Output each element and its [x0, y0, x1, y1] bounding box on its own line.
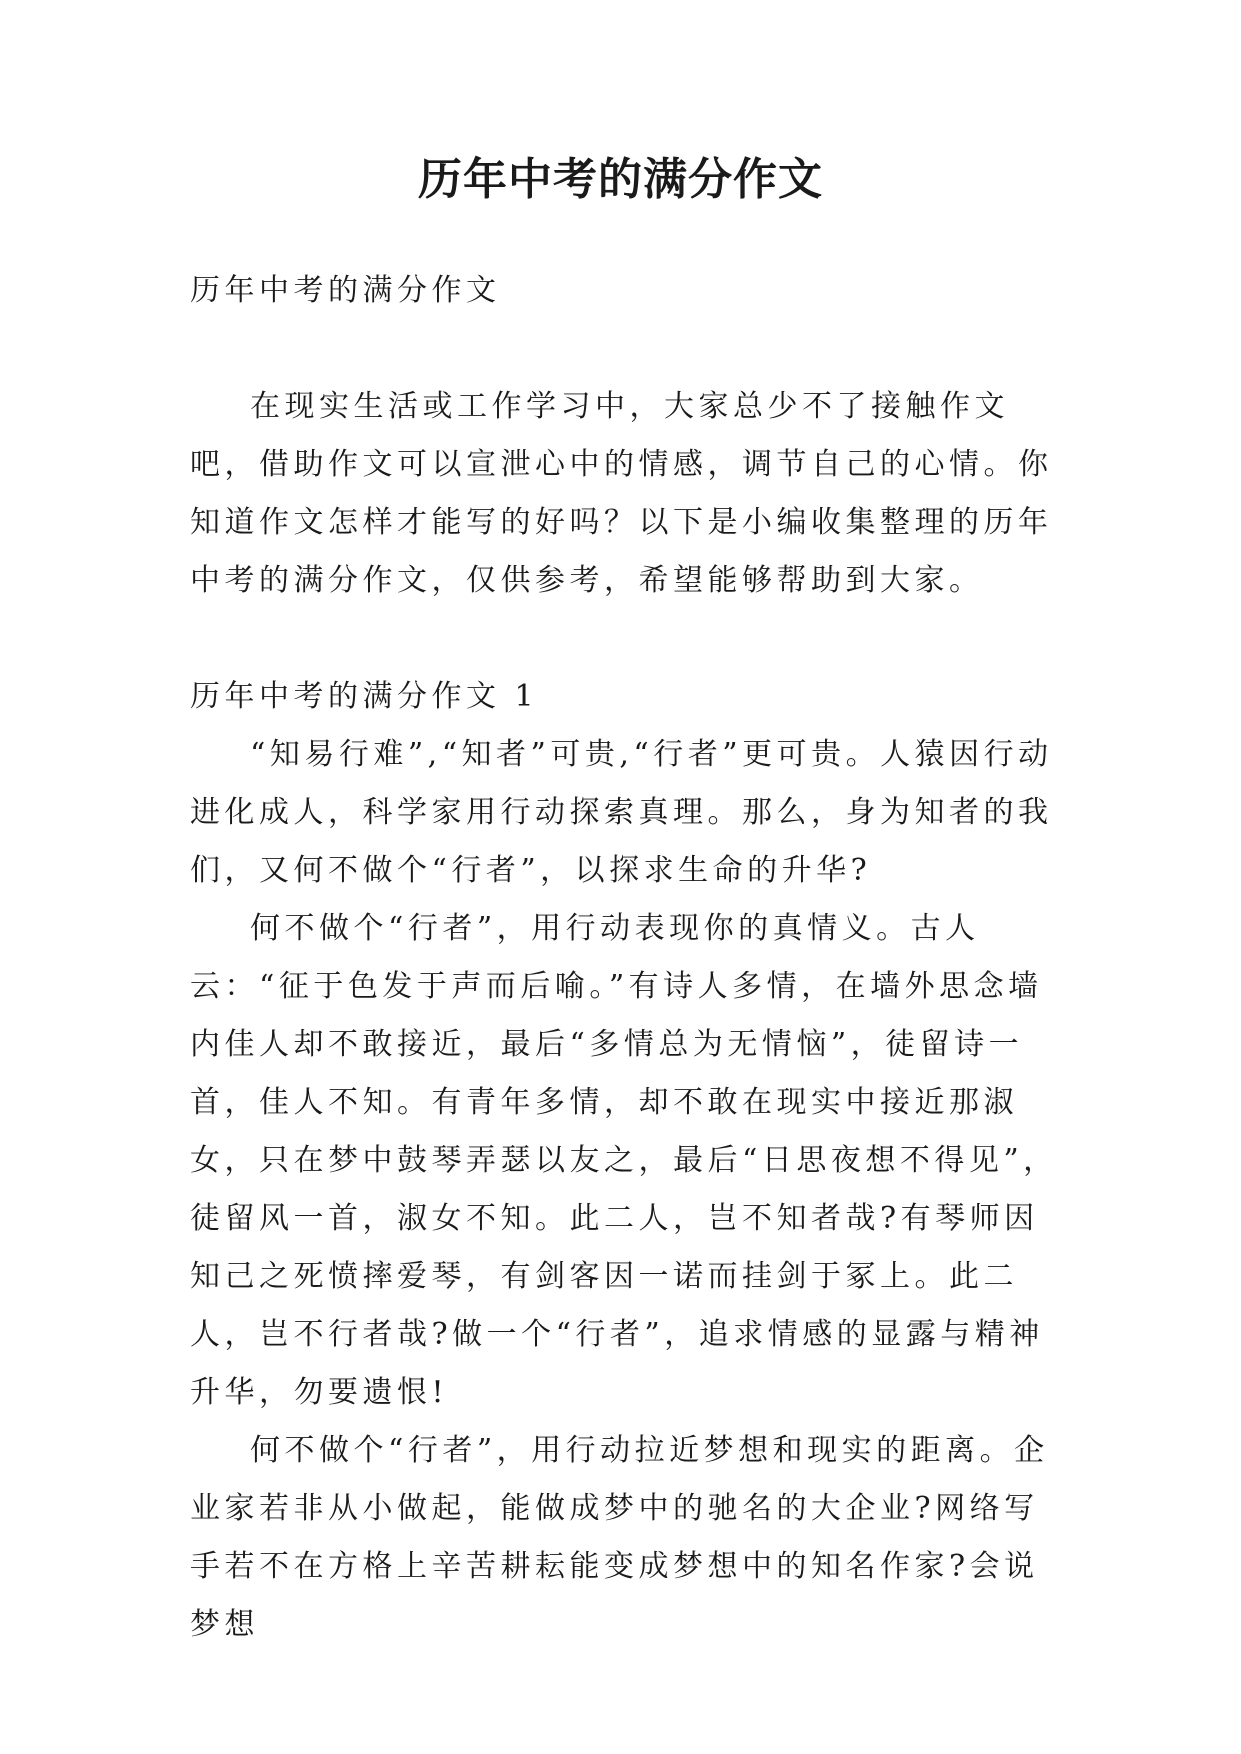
body-paragraph-1: “知易行难”,“知者”可贵,“行者”更可贵。人猿因行动进化成人，科学家用行动探索真理。那么，身为知者的我们，又何不做个“行者”，以探求生命的升华? [190, 737, 1053, 888]
document-title: 历年中考的满分作文 [418, 154, 823, 205]
body-paragraph-3: 何不做个“行者”，用行动拉近梦想和现实的距离。企业家若非从小做起，能做成梦中的驰名的大企业?网络写手若不在方格上辛苦耕耘能变成梦想中的知名作家?会说梦想 [190, 1433, 1049, 1642]
section-heading: 历年中考的满分作文 1 [190, 679, 539, 714]
intro-paragraph: 在现实生活或工作学习中，大家总少不了接触作文吧，借助作文可以宣泄心中的情感，调节自己的心情。你知道作文怎样才能写的好吗？以下是小编收集整理的历年中考的满分作文，仅供参考，希望能够帮助到大家。 [190, 389, 1053, 598]
document-subtitle: 历年中考的满分作文 [190, 273, 501, 308]
document-body [190, 262, 1070, 1654]
body-paragraph-2: 何不做个“行者”，用行动表现你的真情义。古人云：“征于色发于声而后喻。”有诗人多情，在墙外思念墙内佳人却不敢接近，最后“多情总为无情恼”，徒留诗一首，佳人不知。有青年多情，却不敢在现实中接近那淑女，只在梦中鼓琴弄瑟以友之，最后“日思夜想不得见”，徒留风一首，淑女不知。此二人，岂不知者哉?有琴师因知己之死愤摔爱琴，有剑客因一诺而挂剑于冢上。此二人，岂不行者哉?做一个“行者”，追求情感的显露与精神升华，勿要遗恨! [190, 911, 1058, 1410]
